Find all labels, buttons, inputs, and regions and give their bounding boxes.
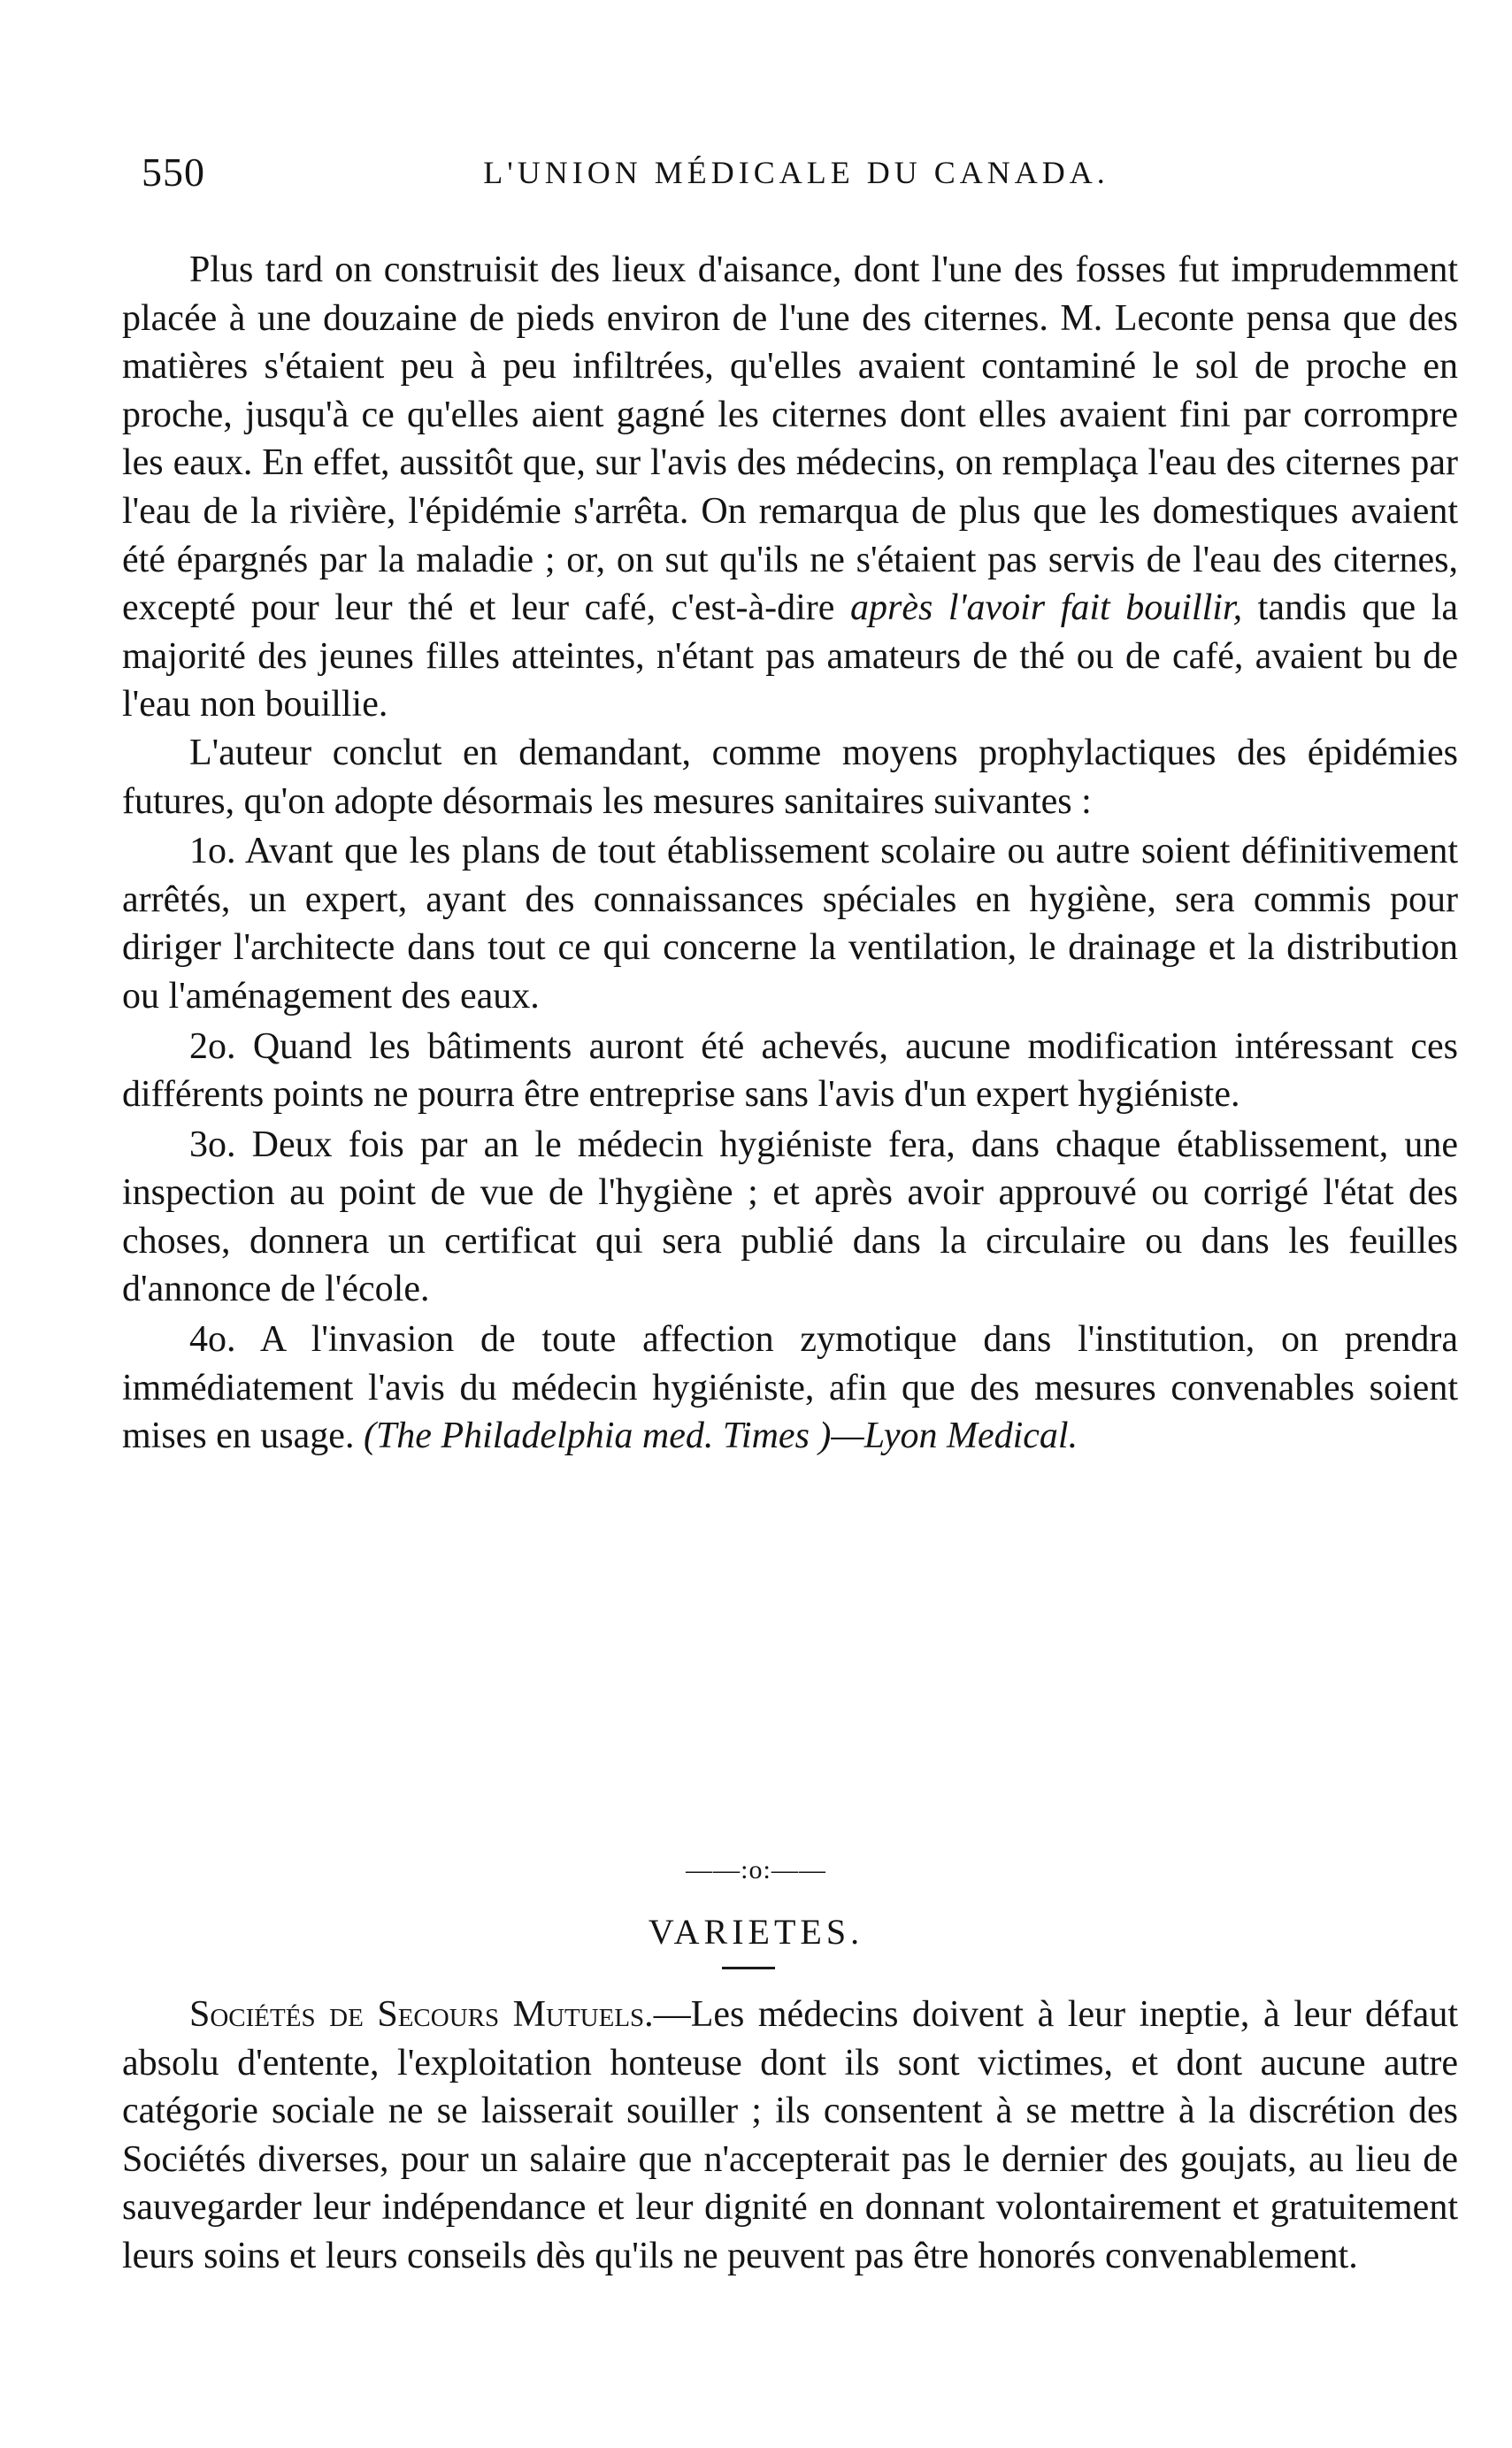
intro-text: Plus tard on construisit des lieux d'aisance, dont l'une des fosses fut imprudemment placée à une douzaine de pieds environ de l'une des citernes. M. Leconte pensa que des matières s'étaient peu à peu infiltrées, qu'elles avaient contaminé le sol de proche en proche, jusqu'à ce qu'elles aient gagné les citernes dont elles avaient fini par corrompre les eaux. En effet, aussitôt que, sur l'avis des médecins, on remplaça l'eau des citernes par l'eau de la rivière, l'épidémie s'arrêta. On remarqua de plus que les domestiques avaient été épargnés par la maladie ; or, on sut qu'ils ne s'étaient pas servis de l'eau des citernes, excepté pour leur thé et leur café, c'est-à-dire	[122, 249, 1458, 629]
title-rule	[722, 1967, 775, 1969]
measure-item-1: 1o. Avant que les plans de tout établissement scolaire ou autre soient définitivement arrêtés, un expert, ayant des connaissances spéciales en hygiène, sera commis pour diriger l'architecte dans tout ce qui concerne la ventilation, le drainage et la distribution ou l'aménagement des eaux.	[122, 831, 1458, 1017]
measure-item-4-text: 4o. A l'invasion de toute affection zymotique dans l'institution, on prendra immédiatement l'avis du médecin hygiéniste, afin que des mesures convenables soient mises en usage.	[122, 1319, 1458, 1457]
section-body	[122, 1991, 1458, 2281]
measure-item-2: 2o. Quand les bâtiments auront été achevés, aucune modification intéressant ces différents points ne pourra être entreprise sans l'avis d'un expert hygiéniste.	[122, 1025, 1458, 1116]
section-paragraph	[122, 1991, 1458, 2281]
section-title: VARIETES.	[648, 1912, 864, 1952]
source-citation: (The Philadelphia med. Times )—Lyon Medical.	[363, 1416, 1078, 1457]
intro-text-end: tandis que la majorité des jeunes filles atteintes, n'étant pas amateurs de thé ou de café, avaient bu de l'eau non bouillie.	[122, 587, 1459, 725]
page-number: 550	[142, 150, 205, 195]
measure-item-3: 3o. Deux fois par an le médecin hygiéniste fera, dans chaque établissement, une inspection au point de vue de l'hygiène ; et après avoir approuvé ou corrigé l'état des choses, donnera un certificat qui sera publié dans la circulaire ou dans les feuilles d'annonce de l'école.	[122, 1124, 1458, 1310]
section-lead: Sociétés de Secours Mutuels.	[189, 1994, 654, 2035]
page-header	[142, 149, 1451, 202]
measure-item-4	[122, 1316, 1458, 1461]
conclusion-paragraph: L'auteur conclut en demandant, comme moyens prophylactiques des épidémies futures, qu'on adopte désormais les mesures sanitaires suivantes :	[122, 732, 1458, 822]
section-divider: ——:o:——	[686, 1855, 826, 1884]
running-head: L'UNION MÉDICALE DU CANADA.	[483, 155, 1109, 190]
intro-paragraph	[122, 246, 1458, 729]
italic-phrase: après l'avoir fait bouillir,	[849, 587, 1243, 629]
section-text: —Les médecins doivent à leur ineptie, à leur défaut absolu d'entente, l'exploitation honteuse dont ils sont victimes, et dont aucune autre catégorie sociale ne se laisserait souiller ; ils consentent à se mettre à la discrétion des Sociétés diverses, pour un salaire que n'accepterait pas le dernier des goujats, au lieu de sauvegarder leur indépendance et leur dignité en donnant volontairement et gratuitement leurs soins et leurs conseils dès qu'ils ne peuvent pas être honorés convenablement.	[122, 1994, 1458, 2276]
article-body	[122, 246, 1458, 1461]
